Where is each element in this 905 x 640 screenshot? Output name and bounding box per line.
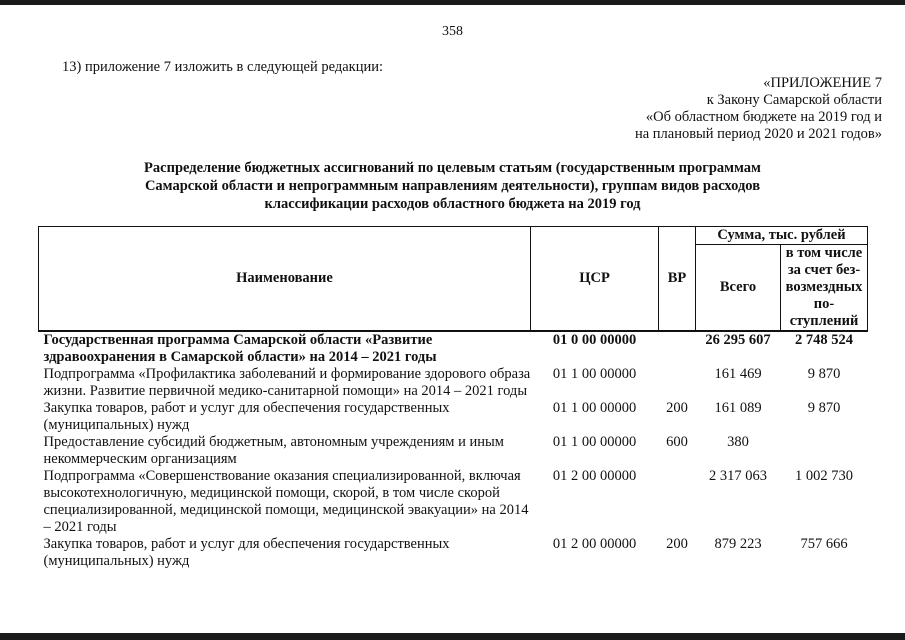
table-row	[39, 331, 868, 366]
row-free: 9 870	[807, 366, 841, 382]
document-title	[60, 159, 845, 213]
row-name: Подпрограмма «Совершенствование оказания специализированной, включая высокотехнологичную, медицинской помощи, скорой, в том числе скорой специализированной, медицинской помощи, медицинской эвакуации» на 2014 – 2021 годы	[43, 468, 529, 535]
header-csr: ЦСР	[531, 227, 659, 332]
row-name: Закупка товаров, работ и услуг для обеспечения государственных (муниципальных) нужд	[43, 536, 450, 569]
header-name: Наименование	[39, 227, 531, 332]
budget-table	[38, 226, 868, 570]
row-vr: 600	[666, 434, 688, 450]
row-total: 26 295 607	[696, 331, 781, 366]
title-line: классификации расходов областного бюджета на 2019 год	[264, 196, 641, 212]
appendix-line: «Об областном бюджете на 2019 год и	[645, 109, 882, 125]
row-name: Государственная программа Самарской области «Развитие здравоохранения в Самарской области» на 2014 – 2021 годы	[39, 331, 531, 366]
intro-text: 13) приложение 7 изложить в следующей редакции:	[62, 59, 384, 75]
row-vr: 200	[666, 536, 688, 552]
row-free: 2 748 524	[781, 331, 868, 366]
row-vr	[659, 366, 696, 400]
row-free: 1 002 730	[795, 468, 853, 484]
row-total: 380	[727, 434, 749, 450]
row-total: 161 469	[714, 366, 762, 382]
row-name: Предоставление субсидий бюджетным, автономным учреждениям и иным некоммерческим организациям	[43, 434, 504, 467]
row-vr	[659, 331, 696, 366]
row-csr: 01 0 00 00000	[531, 331, 659, 366]
row-free	[781, 434, 868, 468]
row-csr: 01 2 00 00000	[552, 468, 637, 484]
table-row	[39, 366, 868, 400]
header-total: Всего	[696, 245, 781, 332]
row-total: 161 089	[714, 400, 762, 416]
appendix-line: на плановый период 2020 и 2021 годов»	[634, 126, 882, 142]
table-row	[39, 536, 868, 570]
title-line: Распределение бюджетных ассигнований по целевым статьям (государственным программам	[144, 160, 761, 176]
row-total: 2 317 063	[709, 468, 767, 484]
row-csr: 01 1 00 00000	[552, 366, 637, 382]
title-line: Самарской области и непрограммным направлениям деятельности), группам видов расходов	[144, 178, 761, 194]
row-free: 9 870	[807, 400, 841, 416]
header-sum: Сумма, тыс. рублей	[696, 227, 868, 245]
row-name: Закупка товаров, работ и услуг для обеспечения государственных (муниципальных) нужд	[43, 400, 450, 433]
bottom-border-bar	[0, 633, 905, 640]
row-name: Подпрограмма «Профилактика заболеваний и формирование здорового образа жизни. Развитие первичной медико-санитарной помощи» на 2014 – 2021 годы	[43, 366, 531, 399]
header-including: в том числе за счет без-возмездных по-ступлений	[781, 245, 868, 332]
page-number: 358	[442, 24, 463, 39]
appendix-line: к Закону Самарской области	[706, 92, 882, 108]
row-csr: 01 1 00 00000	[552, 400, 637, 416]
appendix-heading	[635, 75, 882, 143]
row-free: 757 666	[800, 536, 848, 552]
row-total: 879 223	[714, 536, 762, 552]
table-row	[39, 400, 868, 434]
table-row	[39, 434, 868, 468]
top-border-bar	[0, 0, 905, 5]
row-vr: 200	[666, 400, 688, 416]
header-vr: ВР	[659, 227, 696, 332]
row-csr: 01 2 00 00000	[552, 536, 637, 552]
table-row	[39, 468, 868, 536]
row-csr: 01 1 00 00000	[552, 434, 637, 450]
appendix-line: «ПРИЛОЖЕНИЕ 7	[763, 75, 882, 91]
row-vr	[659, 468, 696, 536]
